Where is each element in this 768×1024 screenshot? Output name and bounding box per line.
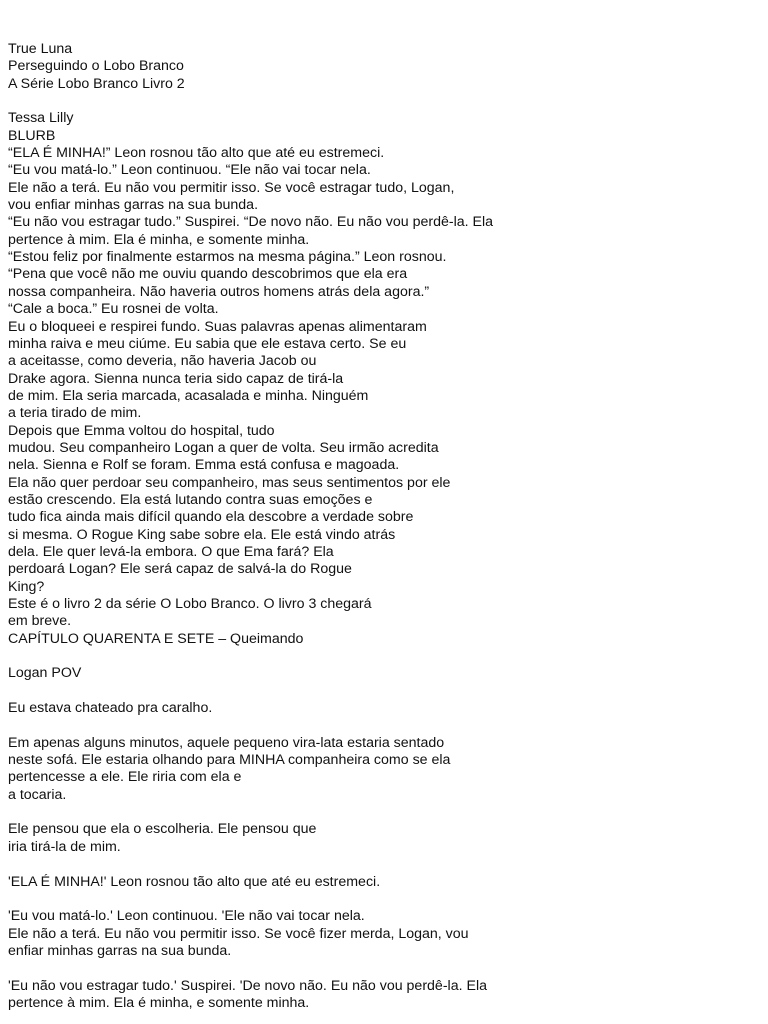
text-line: A Série Lobo Branco Livro 2 <box>8 75 185 92</box>
text-line: King? <box>8 578 45 595</box>
document-body <box>8 41 758 1012</box>
text-paragraph <box>8 874 758 891</box>
text-line: minha raiva e meu ciúme. Eu sabia que ele estava certo. Se eu <box>8 335 407 352</box>
text-line: Depois que Emma voltou do hospital, tudo <box>8 422 275 439</box>
text-paragraph <box>8 41 758 93</box>
text-line: “Eu não vou estragar tudo.” Suspirei. “De novo não. Eu não vou perdê-la. Ela <box>8 214 494 231</box>
text-line: neste sofá. Ele estaria olhando para MINHA companheira como se ela <box>8 752 451 769</box>
text-line: Perseguindo o Lobo Branco <box>8 58 184 75</box>
text-paragraph <box>8 110 758 648</box>
paragraph-gap <box>8 960 758 977</box>
text-line: BLURB <box>8 127 56 144</box>
text-line: Tessa Lilly <box>8 110 74 127</box>
text-paragraph <box>8 665 758 682</box>
text-line: Ele pensou que ela o escolheria. Ele pensou que <box>8 821 317 838</box>
paragraph-gap <box>8 891 758 908</box>
text-line: Eu o bloqueei e respirei fundo. Suas palavras apenas alimentaram <box>8 318 427 335</box>
text-line: enfiar minhas garras na sua bunda. <box>8 942 232 959</box>
text-line: “Cale a boca.” Eu rosnei de volta. <box>8 301 219 318</box>
text-line: nossa companheira. Não haveria outros homens atrás dela agora.” <box>8 283 430 300</box>
text-line: nela. Sienna e Rolf se foram. Emma está confusa e magoada. <box>8 457 400 474</box>
text-line: Eu estava chateado pra caralho. <box>8 700 213 717</box>
text-line: Ele não a terá. Eu não vou permitir isso. Se você fizer merda, Logan, vou <box>8 925 469 942</box>
text-line: a tocaria. <box>8 786 67 803</box>
text-line: “Pena que você não me ouviu quando descobrimos que ela era <box>8 266 408 283</box>
text-paragraph <box>8 908 758 960</box>
text-line: Este é o livro 2 da série O Lobo Branco. O livro 3 chegará <box>8 596 372 612</box>
paragraph-gap <box>8 683 758 700</box>
text-paragraph <box>8 700 758 717</box>
text-line: pertence à mim. Ela é minha, e somente minha. <box>8 994 310 1011</box>
text-line: tudo fica ainda mais difícil quando ela descobre a verdade sobre <box>8 509 414 526</box>
text-line: a aceitasse, como deveria, não haveria Jacob ou <box>8 353 317 370</box>
paragraph-gap <box>8 804 758 821</box>
text-line: de mim. Ela seria marcada, acasalada e minha. Ninguém <box>8 387 369 404</box>
text-line: dela. Ele quer levá-la embora. O que Ema fará? Ela <box>8 543 334 560</box>
text-line: “ELA É MINHA!” Leon rosnou tão alto que até eu estremeci. <box>8 145 385 162</box>
text-line: vou enfiar minhas garras na sua bunda. <box>8 197 259 214</box>
text-line: 'ELA É MINHA!' Leon rosnou tão alto que até eu estremeci. <box>8 873 381 890</box>
text-line: Logan POV <box>8 665 82 682</box>
text-line: estão crescendo. Ela está lutando contra suas emoções e <box>8 491 373 508</box>
text-line: Em apenas alguns minutos, aquele pequeno vira-lata estaria sentado <box>8 734 445 751</box>
text-line: “Estou feliz por finalmente estarmos na mesma página.” Leon rosnou. <box>8 249 447 266</box>
text-line: True Luna <box>8 41 73 57</box>
text-line: a teria tirado de mim. <box>8 405 142 422</box>
text-line: perdoará Logan? Ele será capaz de salvá-la do Rogue <box>8 561 352 578</box>
text-line: iria tirá-la de mim. <box>8 838 121 855</box>
text-line: Ela não quer perdoar seu companheiro, mas seus sentimentos por ele <box>8 474 451 491</box>
text-line: Drake agora. Sienna nunca teria sido capaz de tirá-la <box>8 370 344 387</box>
text-line: pertence à mim. Ela é minha, e somente minha. <box>8 231 310 248</box>
text-line: “Eu vou matá-lo.” Leon continuou. “Ele não vai tocar nela. <box>8 162 371 179</box>
text-paragraph <box>8 735 758 804</box>
text-line: 'Eu vou matá-lo.' Leon continuou. 'Ele não vai tocar nela. <box>8 908 365 925</box>
paragraph-gap <box>8 856 758 873</box>
text-line: si mesma. O Rogue King sabe sobre ela. Ele está vindo atrás <box>8 526 396 543</box>
text-line: 'Eu não vou estragar tudo.' Suspirei. 'De novo não. Eu não vou perdê-la. Ela <box>8 977 487 994</box>
text-line: CAPÍTULO QUARENTA E SETE – Queimando <box>8 630 304 647</box>
text-line: pertencesse a ele. Ele riria com ela e <box>8 769 242 786</box>
text-paragraph <box>8 821 758 856</box>
paragraph-gap <box>8 93 758 110</box>
text-line: em breve. <box>8 613 72 630</box>
text-line: Ele não a terá. Eu não vou permitir isso. Se você estragar tudo, Logan, <box>8 179 455 196</box>
paragraph-gap <box>8 648 758 665</box>
paragraph-gap <box>8 717 758 734</box>
text-paragraph <box>8 978 758 1013</box>
text-line: mudou. Seu companheiro Logan a quer de volta. Seu irmão acredita <box>8 439 439 456</box>
